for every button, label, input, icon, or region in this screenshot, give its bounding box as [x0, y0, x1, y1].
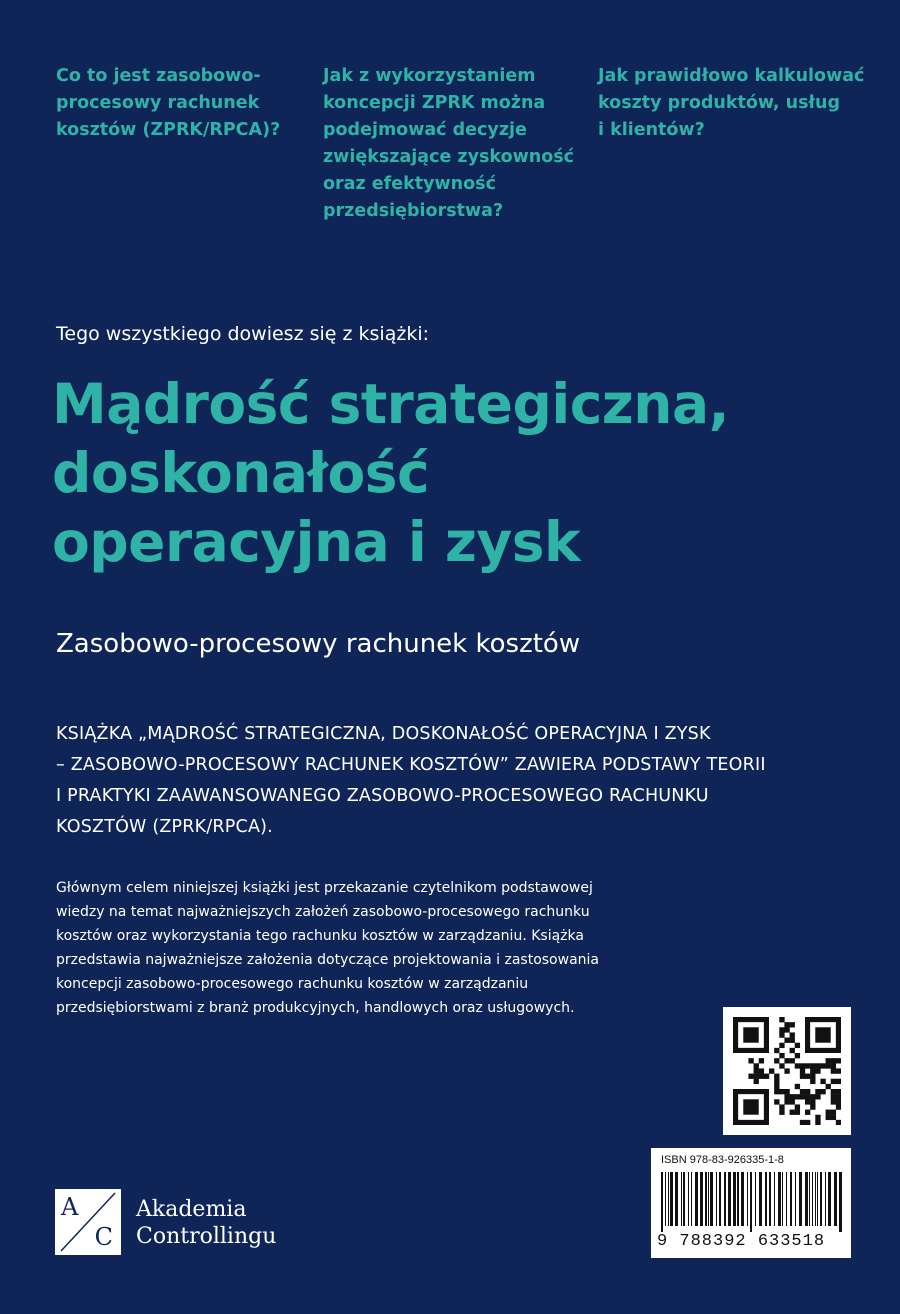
barcode-digits: 9 788392 633518 — [657, 1232, 826, 1251]
isbn-label: ISBN 978-83-926335-1-8 — [661, 1154, 784, 1166]
question-2: Jak z wykorzystaniem koncepcji ZPRK można podejmować decyzje zwiększające zyskowność oraz efektywność przedsiębiorstwa? — [323, 66, 575, 221]
logo-mark-bottom: C — [94, 1223, 113, 1251]
publisher-name-line2: Controllingu — [136, 1224, 277, 1249]
book-title: Mądrość strategiczna, doskonałość operacyjna i zysk — [52, 372, 729, 574]
question-3: Jak prawidłowo kalkulować koszty produktów, usług i klientów? — [598, 66, 865, 140]
qr-code — [723, 1007, 851, 1135]
publisher-logo-icon — [55, 1189, 121, 1255]
question-1: Co to jest zasobowo- procesowy rachunek kosztów (ZPRK/RPCA)? — [56, 66, 281, 140]
barcode-icon — [659, 1172, 843, 1232]
book-blurb: KSIĄŻKA „MĄDROŚĆ STRATEGICZNA, DOSKONAŁOŚĆ OPERACYJNA I ZYSK – ZASOBOWO-PROCESOWY RACHUNEK KOSZTÓW” ZAWIERA PODSTAWY TEORII I PRAKTYKI ZAAWANSOWANEGO ZASOBOWO-PROCESOWEGO RACHUNKU KOSZTÓW (ZPRK/RPCA). — [56, 724, 766, 837]
intro-line: Tego wszystkiego dowiesz się z książki: — [56, 323, 429, 345]
book-description: Głównym celem niniejszej książki jest przekazanie czytelnikom podstawowej wiedzy na temat najważniejszych założeń zasobowo-procesowego rachunku kosztów oraz wykorzystania tego rachunku kosztów w zarządzaniu. Książka przedstawia najważniejsze założenia dotyczące projektowania i zastosowania koncepcji zasobowo-procesowego rachunku kosztów w zarządzaniu przedsiębiorstwami z branż produkcyjnych, handlowych oraz usługowych. — [56, 880, 599, 1016]
logo-mark-top: A — [61, 1193, 79, 1221]
barcode-block — [651, 1148, 851, 1258]
book-subtitle: Zasobowo-procesowy rachunek kosztów — [56, 629, 581, 659]
publisher-name — [136, 1196, 276, 1250]
qr-code-pattern — [733, 1017, 841, 1125]
publisher-name-line1: Akademia — [136, 1197, 247, 1222]
